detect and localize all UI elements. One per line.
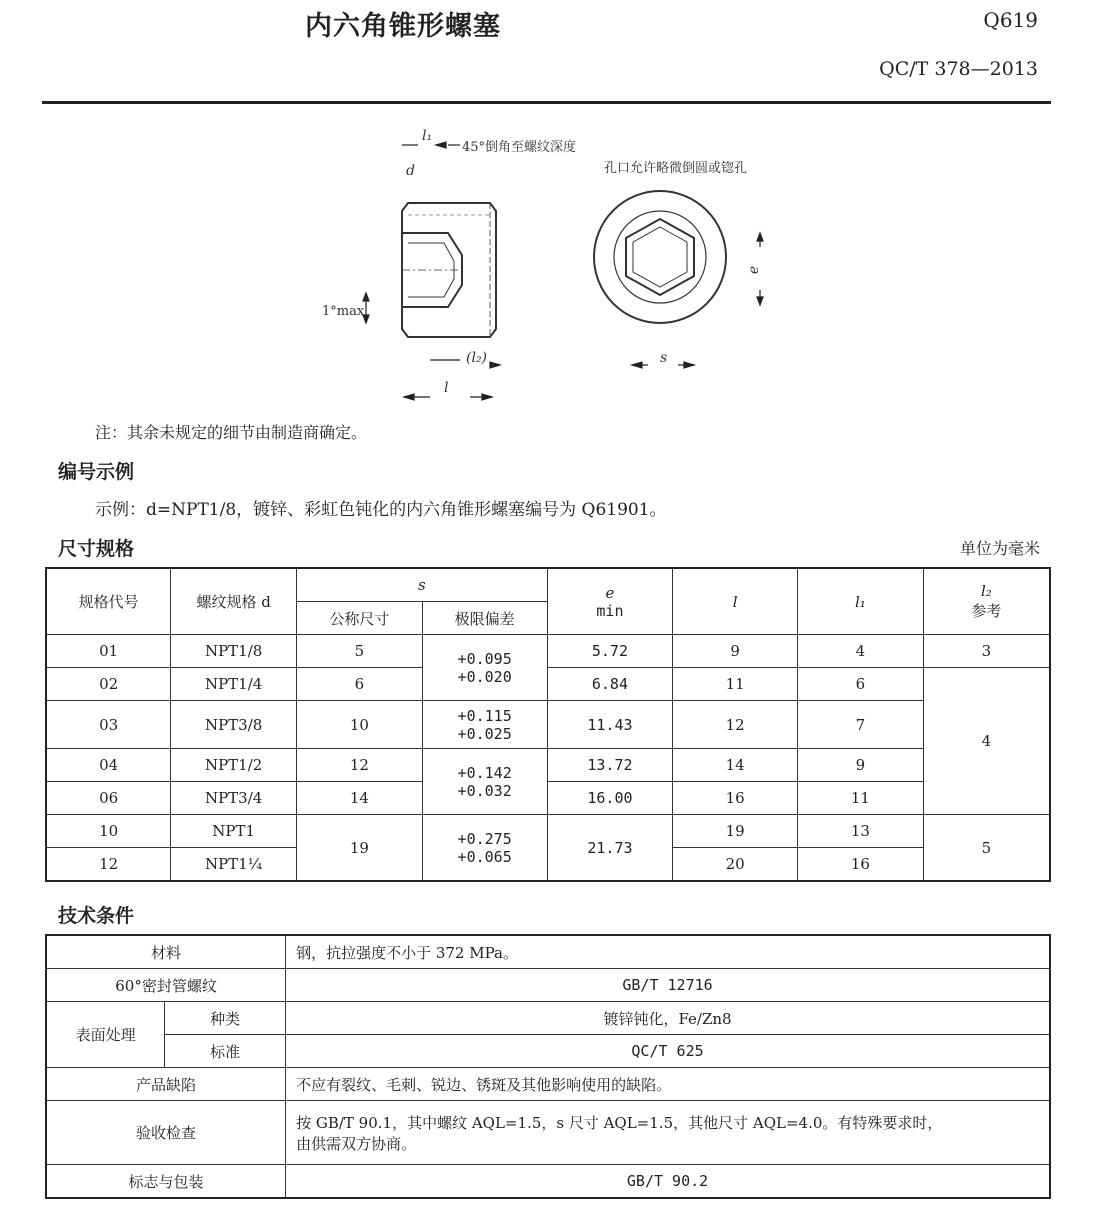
cell-tolerance: +0.115 +0.025 (422, 701, 547, 749)
cell-thread: NPT1¼ (171, 848, 297, 882)
cell-thread: NPT3/8 (171, 701, 297, 749)
cell-l1: 16 (798, 848, 924, 882)
hex-socket (626, 219, 694, 295)
cell-e: 13.72 (547, 749, 673, 782)
surface-type-label: 种类 (165, 1002, 286, 1035)
surface-std-value: QC/T 625 (286, 1035, 1050, 1068)
plug-outline (402, 203, 496, 337)
surface-std-label: 标准 (165, 1035, 286, 1068)
table-row (46, 815, 1050, 848)
cell-e: 5.72 (547, 635, 673, 668)
cell-l: 9 (673, 635, 798, 668)
label-d: d (406, 163, 415, 179)
inspect-value: 按 GB/T 90.1，其中螺纹 AQL=1.5，s 尺寸 AQL=1.5，其他尺寸 AQL=4.0。有特殊要求时， 由供需双方协商。 (286, 1101, 1050, 1165)
cell-l1: 4 (798, 635, 924, 668)
example-text: 示例：d=NPT1/8，镀锌、彩虹色钝化的内六角锥形螺塞编号为 Q61901。 (95, 500, 667, 520)
cell-tolerance: +0.095 +0.020 (422, 635, 547, 701)
cell-code: 10 (46, 815, 171, 848)
label-l: l (444, 380, 449, 396)
spec-heading: 尺寸规格 (58, 538, 135, 560)
cell-code: 01 (46, 635, 171, 668)
header-divider (42, 101, 1051, 104)
drawing-note: 注：其余未规定的细节由制造商确定。 (95, 423, 368, 442)
cell-thread: NPT1/4 (171, 668, 297, 701)
label-l2: (l₂) (466, 350, 488, 366)
header-s-tolerance: 极限偏差 (422, 602, 547, 635)
header-s-nominal: 公称尺寸 (297, 602, 423, 635)
cell-l: 19 (673, 815, 798, 848)
surface-label: 表面处理 (46, 1002, 165, 1068)
cell-s: 14 (297, 782, 423, 815)
cell-e: 6.84 (547, 668, 673, 701)
side-view (402, 203, 496, 337)
header-e: e min (547, 568, 673, 635)
cell-l1: 13 (798, 815, 924, 848)
header-s: s (297, 568, 548, 602)
cell-l: 12 (673, 701, 798, 749)
table-row (46, 701, 1050, 749)
header-thread: 螺纹规格 d (171, 568, 297, 635)
cell-code: 03 (46, 701, 171, 749)
cell-l1: 7 (798, 701, 924, 749)
cell-s: 12 (297, 749, 423, 782)
cell-s: 10 (297, 701, 423, 749)
header-l2: l₂ 参考 (923, 568, 1050, 635)
cell-l1: 11 (798, 782, 924, 815)
defect-value: 不应有裂纹、毛刺、锐边、锈斑及其他影响使用的缺陷。 (286, 1068, 1050, 1101)
cell-l1: 9 (798, 749, 924, 782)
cell-l2: 5 (923, 815, 1050, 882)
cell-l: 16 (673, 782, 798, 815)
surface-type-value: 镀锌钝化，Fe/Zn8 (286, 1002, 1050, 1035)
cell-code: 06 (46, 782, 171, 815)
dimension-table (45, 567, 1051, 882)
cell-l: 11 (673, 668, 798, 701)
defect-label: 产品缺陷 (46, 1068, 286, 1101)
mark-value: GB/T 90.2 (286, 1165, 1050, 1199)
table-row (46, 782, 1050, 815)
cell-thread: NPT1 (171, 815, 297, 848)
cell-l2: 4 (923, 668, 1050, 815)
cell-l: 20 (673, 848, 798, 882)
label-chamfer: 45°倒角至螺纹深度 (462, 140, 577, 155)
header-spec-code: 规格代号 (46, 568, 171, 635)
unit-label: 单位为毫米 (959, 539, 1040, 558)
end-view (594, 191, 726, 323)
cell-s: 6 (297, 668, 423, 701)
cell-tolerance: +0.142 +0.032 (422, 749, 547, 815)
technical-conditions-table (45, 934, 1051, 1199)
cell-code: 02 (46, 668, 171, 701)
cell-e: 21.73 (547, 815, 673, 882)
cell-l1: 6 (798, 668, 924, 701)
cell-l: 14 (673, 749, 798, 782)
table-row (46, 749, 1050, 782)
cell-e: 16.00 (547, 782, 673, 815)
inspect-label: 验收检查 (46, 1101, 286, 1165)
cell-thread: NPT3/4 (171, 782, 297, 815)
header-l1: l₁ (798, 568, 924, 635)
cell-s: 5 (297, 635, 423, 668)
cell-tolerance: +0.275 +0.065 (422, 815, 547, 882)
label-taper: 1°max (322, 304, 365, 319)
cell-l2: 3 (923, 635, 1050, 668)
table-row (46, 668, 1050, 701)
header-l: l (673, 568, 798, 635)
thread-label: 60°密封管螺纹 (46, 969, 286, 1002)
cell-code: 12 (46, 848, 171, 882)
part-code: Q619 (983, 8, 1038, 32)
thread-value: GB/T 12716 (286, 969, 1050, 1002)
socket-chamfer-circle (614, 211, 706, 303)
material-label: 材料 (46, 935, 286, 969)
cell-thread: NPT1/2 (171, 749, 297, 782)
tech-heading: 技术条件 (58, 905, 135, 927)
standard-number: QC/T 378—2013 (879, 58, 1038, 80)
material-value: 钢，抗拉强度不小于 372 MPa。 (286, 935, 1050, 969)
cell-code: 04 (46, 749, 171, 782)
label-hole-note: 孔口允许略微倒圆或锪孔 (604, 161, 748, 176)
cell-thread: NPT1/8 (171, 635, 297, 668)
label-e: e (746, 265, 763, 275)
page-title: 内六角锥形螺塞 (305, 11, 501, 42)
cell-e: 11.43 (547, 701, 673, 749)
example-heading: 编号示例 (58, 461, 135, 483)
table-row (46, 635, 1050, 668)
label-l1: l₁ (422, 128, 433, 144)
cell-s: 19 (297, 815, 423, 882)
mark-label: 标志与包装 (46, 1165, 286, 1199)
label-s: s (660, 350, 668, 366)
